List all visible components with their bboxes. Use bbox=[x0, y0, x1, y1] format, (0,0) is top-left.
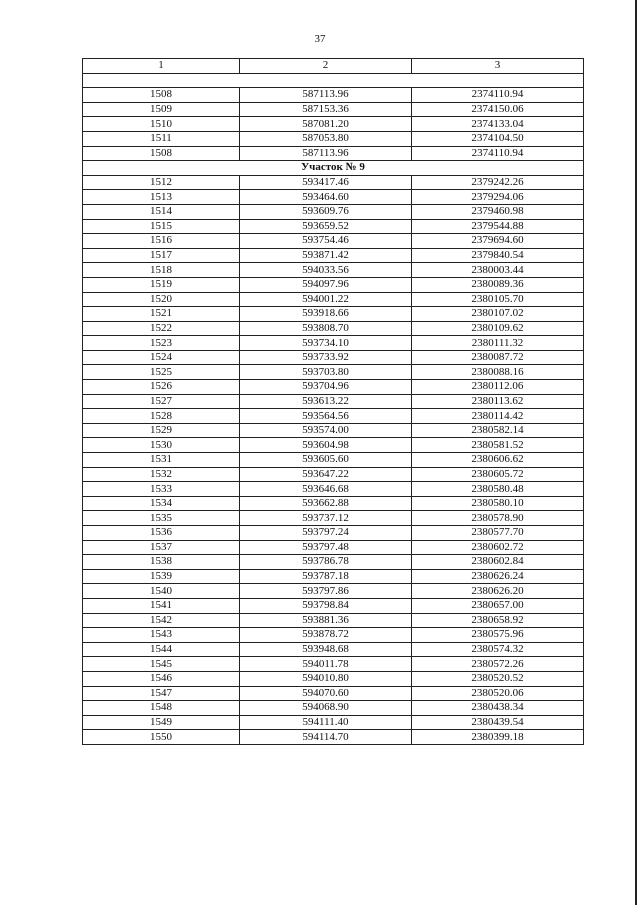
x-coordinate-cell: 593647.22 bbox=[240, 467, 412, 482]
x-coordinate-cell: 593574.00 bbox=[240, 423, 412, 438]
point-number-cell: 1532 bbox=[83, 467, 240, 482]
point-number-cell: 1540 bbox=[83, 584, 240, 599]
y-coordinate-cell: 2380626.24 bbox=[412, 569, 584, 584]
point-number-cell: 1525 bbox=[83, 365, 240, 380]
point-number-cell: 1531 bbox=[83, 453, 240, 468]
x-coordinate-cell: 594068.90 bbox=[240, 701, 412, 716]
page-number: 37 bbox=[314, 33, 326, 45]
table-row bbox=[83, 657, 584, 672]
table-row bbox=[83, 307, 584, 322]
y-coordinate-cell: 2380572.26 bbox=[412, 657, 584, 672]
x-coordinate-cell: 594010.80 bbox=[240, 671, 412, 686]
y-coordinate-cell: 2380580.10 bbox=[412, 496, 584, 511]
y-coordinate-cell: 2380582.14 bbox=[412, 423, 584, 438]
y-coordinate-cell: 2380088.16 bbox=[412, 365, 584, 380]
point-number-cell: 1535 bbox=[83, 511, 240, 526]
point-number-cell: 1513 bbox=[83, 190, 240, 205]
y-coordinate-cell: 2380520.52 bbox=[412, 671, 584, 686]
x-coordinate-cell: 587153.36 bbox=[240, 102, 412, 117]
table-row bbox=[83, 365, 584, 380]
x-coordinate-cell: 587113.96 bbox=[240, 146, 412, 161]
x-coordinate-cell: 594033.56 bbox=[240, 263, 412, 278]
page-edge-line bbox=[635, 0, 637, 905]
y-coordinate-cell: 2380575.96 bbox=[412, 628, 584, 643]
x-coordinate-cell: 593798.84 bbox=[240, 598, 412, 613]
table-body bbox=[83, 73, 584, 744]
coordinates-table bbox=[82, 58, 584, 745]
point-number-cell: 1514 bbox=[83, 204, 240, 219]
point-number-cell: 1529 bbox=[83, 423, 240, 438]
y-coordinate-cell: 2380107.02 bbox=[412, 307, 584, 322]
x-coordinate-cell: 593734.10 bbox=[240, 336, 412, 351]
table-row bbox=[83, 219, 584, 234]
y-coordinate-cell: 2380602.84 bbox=[412, 555, 584, 570]
y-coordinate-cell: 2380089.36 bbox=[412, 277, 584, 292]
point-number-cell: 1543 bbox=[83, 628, 240, 643]
y-coordinate-cell: 2380657.00 bbox=[412, 598, 584, 613]
point-number-cell: 1539 bbox=[83, 569, 240, 584]
table-row bbox=[83, 540, 584, 555]
x-coordinate-cell: 593787.18 bbox=[240, 569, 412, 584]
point-number-cell: 1522 bbox=[83, 321, 240, 336]
table-row bbox=[83, 380, 584, 395]
table-row bbox=[83, 496, 584, 511]
empty-row bbox=[83, 73, 584, 88]
header-col-1: 1 bbox=[83, 59, 240, 74]
y-coordinate-cell: 2380578.90 bbox=[412, 511, 584, 526]
x-coordinate-cell: 587053.80 bbox=[240, 131, 412, 146]
x-coordinate-cell: 593613.22 bbox=[240, 394, 412, 409]
point-number-cell: 1541 bbox=[83, 598, 240, 613]
y-coordinate-cell: 2380580.48 bbox=[412, 482, 584, 497]
y-coordinate-cell: 2380581.52 bbox=[412, 438, 584, 453]
point-number-cell: 1515 bbox=[83, 219, 240, 234]
x-coordinate-cell: 593604.98 bbox=[240, 438, 412, 453]
x-coordinate-cell: 594011.78 bbox=[240, 657, 412, 672]
table-row bbox=[83, 423, 584, 438]
point-number-cell: 1511 bbox=[83, 131, 240, 146]
table-row bbox=[83, 131, 584, 146]
y-coordinate-cell: 2380577.70 bbox=[412, 526, 584, 541]
y-coordinate-cell: 2379460.98 bbox=[412, 204, 584, 219]
x-coordinate-cell: 587113.96 bbox=[240, 88, 412, 103]
point-number-cell: 1538 bbox=[83, 555, 240, 570]
x-coordinate-cell: 593733.92 bbox=[240, 350, 412, 365]
table-row bbox=[83, 598, 584, 613]
section-row bbox=[83, 161, 584, 176]
y-coordinate-cell: 2379242.26 bbox=[412, 175, 584, 190]
point-number-cell: 1549 bbox=[83, 715, 240, 730]
y-coordinate-cell: 2380602.72 bbox=[412, 540, 584, 555]
x-coordinate-cell: 593754.46 bbox=[240, 234, 412, 249]
x-coordinate-cell: 593564.56 bbox=[240, 409, 412, 424]
x-coordinate-cell: 593786.78 bbox=[240, 555, 412, 570]
table-row bbox=[83, 292, 584, 307]
x-coordinate-cell: 593797.48 bbox=[240, 540, 412, 555]
y-coordinate-cell: 2380087.72 bbox=[412, 350, 584, 365]
x-coordinate-cell: 593609.76 bbox=[240, 204, 412, 219]
header-col-2: 2 bbox=[240, 59, 412, 74]
table-row bbox=[83, 321, 584, 336]
point-number-cell: 1524 bbox=[83, 350, 240, 365]
table-row bbox=[83, 204, 584, 219]
point-number-cell: 1534 bbox=[83, 496, 240, 511]
table-row bbox=[83, 263, 584, 278]
y-coordinate-cell: 2380003.44 bbox=[412, 263, 584, 278]
y-coordinate-cell: 2379840.54 bbox=[412, 248, 584, 263]
point-number-cell: 1548 bbox=[83, 701, 240, 716]
x-coordinate-cell: 593881.36 bbox=[240, 613, 412, 628]
y-coordinate-cell: 2380606.62 bbox=[412, 453, 584, 468]
table-row bbox=[83, 482, 584, 497]
table-row bbox=[83, 394, 584, 409]
y-coordinate-cell: 2380109.62 bbox=[412, 321, 584, 336]
x-coordinate-cell: 593808.70 bbox=[240, 321, 412, 336]
table-row bbox=[83, 467, 584, 482]
x-coordinate-cell: 594001.22 bbox=[240, 292, 412, 307]
y-coordinate-cell: 2374110.94 bbox=[412, 146, 584, 161]
x-coordinate-cell: 587081.20 bbox=[240, 117, 412, 132]
table-row bbox=[83, 642, 584, 657]
x-coordinate-cell: 594111.40 bbox=[240, 715, 412, 730]
table-row bbox=[83, 569, 584, 584]
y-coordinate-cell: 2380438.34 bbox=[412, 701, 584, 716]
y-coordinate-cell: 2380399.18 bbox=[412, 730, 584, 745]
point-number-cell: 1537 bbox=[83, 540, 240, 555]
point-number-cell: 1550 bbox=[83, 730, 240, 745]
x-coordinate-cell: 593704.96 bbox=[240, 380, 412, 395]
x-coordinate-cell: 593646.68 bbox=[240, 482, 412, 497]
x-coordinate-cell: 594114.70 bbox=[240, 730, 412, 745]
table-row bbox=[83, 671, 584, 686]
table-row bbox=[83, 701, 584, 716]
x-coordinate-cell: 593659.52 bbox=[240, 219, 412, 234]
x-coordinate-cell: 593878.72 bbox=[240, 628, 412, 643]
table-row bbox=[83, 715, 584, 730]
point-number-cell: 1530 bbox=[83, 438, 240, 453]
y-coordinate-cell: 2379294.06 bbox=[412, 190, 584, 205]
point-number-cell: 1544 bbox=[83, 642, 240, 657]
y-coordinate-cell: 2380114.42 bbox=[412, 409, 584, 424]
table-row bbox=[83, 88, 584, 103]
y-coordinate-cell: 2374104.50 bbox=[412, 131, 584, 146]
point-number-cell: 1533 bbox=[83, 482, 240, 497]
table-row bbox=[83, 438, 584, 453]
point-number-cell: 1520 bbox=[83, 292, 240, 307]
point-number-cell: 1508 bbox=[83, 88, 240, 103]
table-row bbox=[83, 555, 584, 570]
table-row bbox=[83, 584, 584, 599]
point-number-cell: 1519 bbox=[83, 277, 240, 292]
table-row bbox=[83, 102, 584, 117]
y-coordinate-cell: 2380105.70 bbox=[412, 292, 584, 307]
table-row bbox=[83, 175, 584, 190]
point-number-cell: 1512 bbox=[83, 175, 240, 190]
y-coordinate-cell: 2379694.60 bbox=[412, 234, 584, 249]
point-number-cell: 1521 bbox=[83, 307, 240, 322]
table-row bbox=[83, 511, 584, 526]
point-number-cell: 1536 bbox=[83, 526, 240, 541]
table-row bbox=[83, 350, 584, 365]
table-row bbox=[83, 190, 584, 205]
x-coordinate-cell: 593417.46 bbox=[240, 175, 412, 190]
y-coordinate-cell: 2380111.32 bbox=[412, 336, 584, 351]
point-number-cell: 1547 bbox=[83, 686, 240, 701]
table-row bbox=[83, 613, 584, 628]
x-coordinate-cell: 593464.60 bbox=[240, 190, 412, 205]
point-number-cell: 1542 bbox=[83, 613, 240, 628]
point-number-cell: 1545 bbox=[83, 657, 240, 672]
table-row bbox=[83, 146, 584, 161]
table-row bbox=[83, 409, 584, 424]
table-row bbox=[83, 628, 584, 643]
point-number-cell: 1508 bbox=[83, 146, 240, 161]
point-number-cell: 1546 bbox=[83, 671, 240, 686]
y-coordinate-cell: 2380112.06 bbox=[412, 380, 584, 395]
point-number-cell: 1510 bbox=[83, 117, 240, 132]
y-coordinate-cell: 2379544.88 bbox=[412, 219, 584, 234]
table-row bbox=[83, 526, 584, 541]
point-number-cell: 1526 bbox=[83, 380, 240, 395]
y-coordinate-cell: 2374150.06 bbox=[412, 102, 584, 117]
x-coordinate-cell: 593871.42 bbox=[240, 248, 412, 263]
x-coordinate-cell: 593918.66 bbox=[240, 307, 412, 322]
table-row bbox=[83, 453, 584, 468]
point-number-cell: 1516 bbox=[83, 234, 240, 249]
x-coordinate-cell: 593662.88 bbox=[240, 496, 412, 511]
point-number-cell: 1518 bbox=[83, 263, 240, 278]
header-col-3: 3 bbox=[412, 59, 584, 74]
y-coordinate-cell: 2380520.06 bbox=[412, 686, 584, 701]
table-row bbox=[83, 248, 584, 263]
x-coordinate-cell: 593605.60 bbox=[240, 453, 412, 468]
header-row bbox=[83, 59, 584, 74]
x-coordinate-cell: 593737.12 bbox=[240, 511, 412, 526]
y-coordinate-cell: 2380626.20 bbox=[412, 584, 584, 599]
point-number-cell: 1509 bbox=[83, 102, 240, 117]
table-row bbox=[83, 277, 584, 292]
x-coordinate-cell: 594097.96 bbox=[240, 277, 412, 292]
table-row bbox=[83, 234, 584, 249]
x-coordinate-cell: 593797.24 bbox=[240, 526, 412, 541]
x-coordinate-cell: 593703.80 bbox=[240, 365, 412, 380]
table-row bbox=[83, 730, 584, 745]
table-row bbox=[83, 117, 584, 132]
empty-cell bbox=[83, 73, 584, 88]
x-coordinate-cell: 593797.86 bbox=[240, 584, 412, 599]
point-number-cell: 1517 bbox=[83, 248, 240, 263]
y-coordinate-cell: 2374133.04 bbox=[412, 117, 584, 132]
y-coordinate-cell: 2380574.32 bbox=[412, 642, 584, 657]
y-coordinate-cell: 2380605.72 bbox=[412, 467, 584, 482]
y-coordinate-cell: 2380658.92 bbox=[412, 613, 584, 628]
x-coordinate-cell: 593948.68 bbox=[240, 642, 412, 657]
point-number-cell: 1527 bbox=[83, 394, 240, 409]
point-number-cell: 1523 bbox=[83, 336, 240, 351]
point-number-cell: 1528 bbox=[83, 409, 240, 424]
x-coordinate-cell: 594070.60 bbox=[240, 686, 412, 701]
y-coordinate-cell: 2380113.62 bbox=[412, 394, 584, 409]
y-coordinate-cell: 2374110.94 bbox=[412, 88, 584, 103]
table-row bbox=[83, 336, 584, 351]
section-title: Участок № 9 bbox=[83, 161, 584, 176]
y-coordinate-cell: 2380439.54 bbox=[412, 715, 584, 730]
table-row bbox=[83, 686, 584, 701]
